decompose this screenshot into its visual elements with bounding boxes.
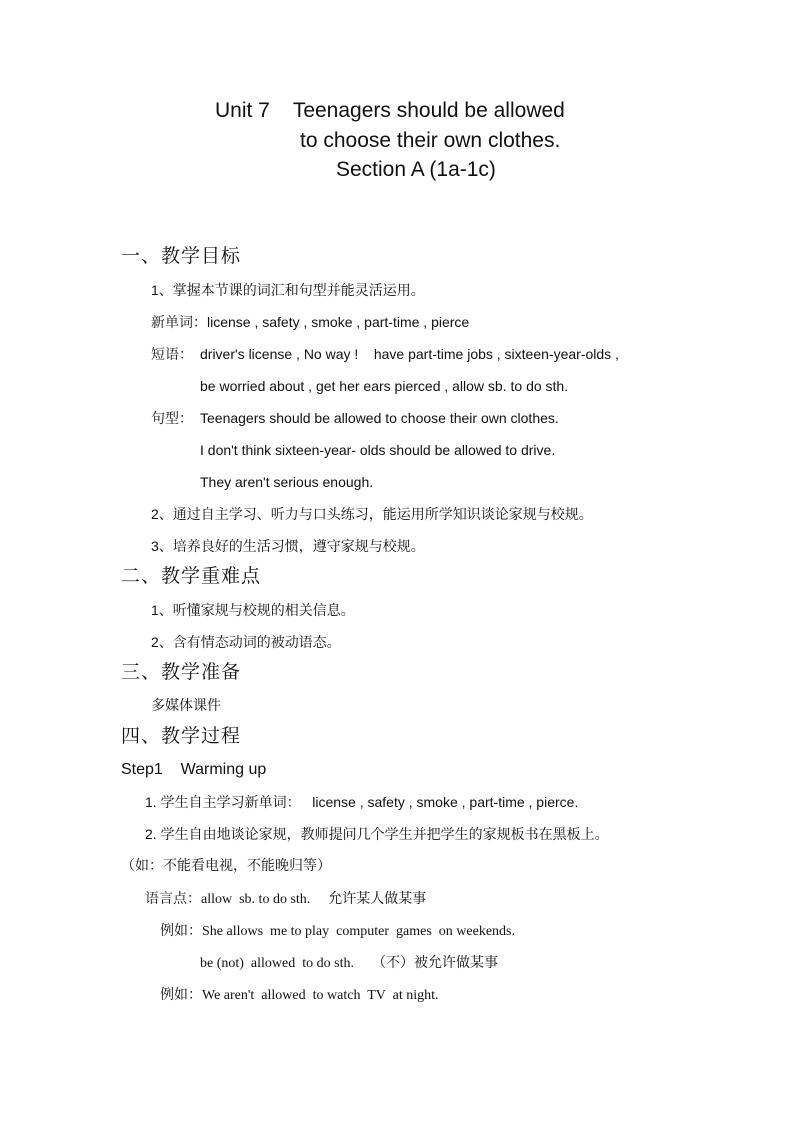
pattern-english: be (not) allowed to do sth. bbox=[200, 956, 354, 971]
sentence-1: Teenagers should be allowed to choose their own clothes. bbox=[200, 410, 559, 426]
preparation-item: 多媒体课件 bbox=[151, 697, 221, 713]
title-line-3: Section A (1a-1c) bbox=[336, 158, 496, 181]
step1-title: Step1 Warming up bbox=[121, 761, 267, 778]
step1-item-1: 1. 学生自主学习新单词： license , safety , smoke , part-time , pierce. bbox=[145, 794, 579, 810]
language-point-english: allow sb. to do sth. bbox=[201, 892, 311, 907]
objective-item-2: 2、通过自主学习、听力与口头练习，能运用所学知识谈论家规与校规。 bbox=[151, 506, 593, 522]
section-heading-preparation: 三、教学准备 bbox=[121, 662, 242, 683]
objective-item-3: 3、培养良好的生活习惯，遵守家规与校规。 bbox=[151, 538, 425, 554]
example-1 bbox=[160, 923, 515, 939]
sentence-2: I don't think sixteen-year- olds should be allowed to drive. bbox=[200, 442, 556, 458]
title-line-2: to choose their own clothes. bbox=[300, 129, 561, 152]
language-point-chinese: 允许某人做某事 bbox=[328, 890, 427, 906]
example-2-sentence: We aren't allowed to watch TV at night. bbox=[202, 988, 439, 1003]
objective-item-1: 1、掌握本节课的词汇和句型并能灵活运用。 bbox=[151, 282, 425, 298]
section-heading-key-points: 二、教学重难点 bbox=[121, 566, 262, 587]
vocab-line: 新单词：license , safety , smoke , part-time , pierce bbox=[151, 314, 470, 330]
phrases-label: 短语： bbox=[151, 346, 193, 362]
title-line-1: Unit 7 Teenagers should be allowed bbox=[215, 99, 565, 122]
phrases-line-2: be worried about , get her ears pierced , allow sb. to do sth. bbox=[200, 378, 569, 394]
example-1-sentence: She allows me to play computer games on weekends. bbox=[202, 924, 515, 939]
sentences-label: 句型： bbox=[151, 410, 193, 426]
section-heading-process: 四、教学过程 bbox=[121, 726, 242, 747]
step1-item-2: 2. 学生自由地谈论家规，教师提问几个学生并把学生的家规板书在黑板上。 bbox=[145, 826, 609, 842]
pattern-line bbox=[200, 955, 498, 971]
pattern-chinese: （不）被允许做某事 bbox=[371, 954, 498, 970]
example-2 bbox=[160, 987, 438, 1003]
language-point bbox=[145, 891, 426, 907]
example-2-label: 例如： bbox=[160, 986, 202, 1002]
key-point-2: 2、含有情态动词的被动语态。 bbox=[151, 634, 341, 650]
language-point-label: 语言点： bbox=[145, 890, 201, 906]
section-heading-objectives: 一、教学目标 bbox=[121, 246, 242, 267]
key-point-1: 1、听懂家规与校规的相关信息。 bbox=[151, 602, 355, 618]
phrases-line-1: driver's license , No way ! have part-time jobs , sixteen-year-olds , bbox=[200, 346, 619, 362]
sentence-3: They aren't serious enough. bbox=[200, 474, 374, 490]
step1-item-2-continued: （如：不能看电视，不能晚归等） bbox=[121, 857, 331, 873]
example-1-label: 例如： bbox=[160, 922, 202, 938]
